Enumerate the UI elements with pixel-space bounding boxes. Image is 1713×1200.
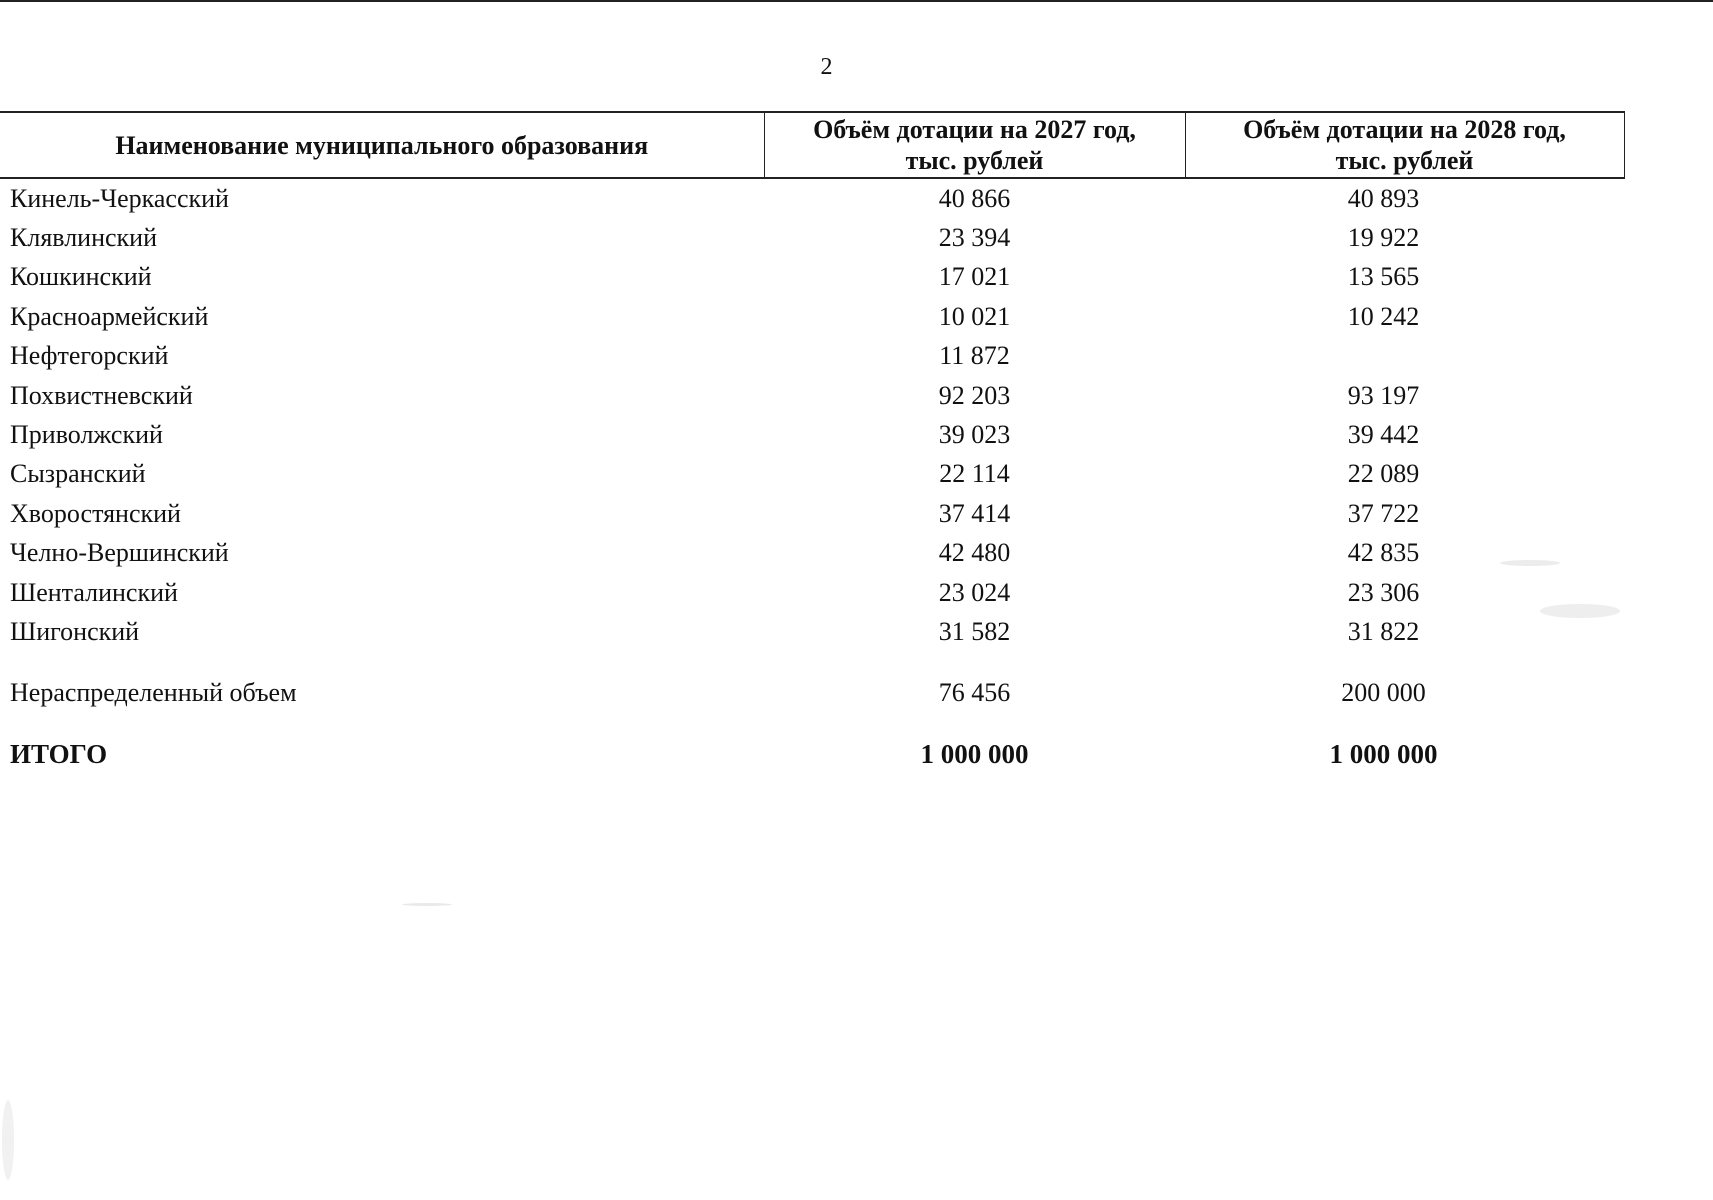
table-row — [0, 258, 1624, 297]
amount-2028: 39 442 — [1347, 420, 1420, 450]
scan-speck — [402, 903, 452, 906]
amount-2027: 10 021 — [938, 301, 1011, 331]
table-row — [0, 297, 1624, 336]
amount-2027: 22 114 — [939, 459, 1010, 489]
amount-2028: 93 197 — [1347, 380, 1420, 410]
table-row — [0, 415, 1624, 454]
amount-2027: 23 394 — [938, 223, 1011, 253]
municipality-name: Шенталинский — [10, 577, 178, 607]
total-2027: 1 000 000 — [920, 739, 1029, 770]
unallocated-2027: 76 456 — [938, 678, 1011, 708]
amount-2028: 19 922 — [1347, 223, 1420, 253]
amount-2028: 31 822 — [1347, 616, 1420, 646]
table-row — [0, 612, 1624, 651]
municipality-name: Кошкинский — [10, 262, 152, 292]
municipality-name: Похвистневский — [10, 380, 193, 410]
amount-2027: 17 021 — [938, 262, 1011, 292]
municipality-name: Приволжский — [10, 420, 163, 450]
amount-2027: 31 582 — [938, 616, 1011, 646]
municipality-name: Красноармейский — [10, 301, 209, 331]
municipality-name: Кинель-Черкасский — [10, 183, 229, 213]
table-row — [0, 455, 1624, 494]
table-row — [0, 376, 1624, 415]
table-row — [0, 218, 1624, 257]
table-body — [0, 178, 1624, 774]
amount-2027: 23 024 — [938, 577, 1011, 607]
amount-2028: 42 835 — [1347, 538, 1420, 568]
table-row — [0, 178, 1624, 218]
scan-speck — [1500, 560, 1560, 566]
municipality-name: Нефтегорский — [10, 341, 169, 371]
amount-2027: 39 023 — [938, 420, 1011, 450]
amount-2028: 10 242 — [1347, 301, 1420, 331]
unallocated-2028: 200 000 — [1341, 678, 1426, 708]
municipality-name: Челно-Вершинский — [10, 538, 229, 568]
amount-2028: 13 565 — [1347, 262, 1420, 292]
amount-2027: 42 480 — [938, 538, 1011, 568]
column-header-2027-line1: Объём дотации на 2027 год, — [813, 115, 1136, 144]
amount-2027: 40 866 — [938, 183, 1011, 213]
table-row — [0, 573, 1624, 612]
municipality-name: Шигонский — [10, 616, 140, 646]
table-row — [0, 534, 1624, 573]
amount-2027: 37 414 — [938, 498, 1011, 528]
table-row — [0, 494, 1624, 533]
amount-2028: 23 306 — [1347, 577, 1420, 607]
municipality-name: Клявлинский — [10, 223, 158, 253]
municipality-name: Хворостянский — [10, 498, 181, 528]
column-header-2028 — [1185, 112, 1624, 178]
table-row — [0, 337, 1624, 376]
spacer-row — [0, 652, 1624, 674]
unallocated-row — [0, 674, 1624, 713]
municipality-name: Сызранский — [10, 459, 146, 489]
unallocated-label: Нераспределенный объем — [10, 678, 297, 708]
top-border-line — [0, 0, 1713, 2]
column-header-2028-line1: Объём дотации на 2028 год, — [1243, 115, 1566, 144]
scan-speck — [1540, 604, 1620, 618]
amount-2028: 22 089 — [1347, 459, 1420, 489]
column-header-name: Наименование муниципального образования — [0, 112, 764, 178]
table-header — [0, 112, 1624, 178]
scan-speck — [2, 1100, 14, 1180]
amount-2027: 92 203 — [938, 380, 1011, 410]
total-row — [0, 735, 1624, 774]
amount-2027: 11 872 — [939, 341, 1010, 371]
amount-2028: 40 893 — [1347, 183, 1420, 213]
column-header-2027-line2: тыс. рублей — [905, 146, 1044, 175]
column-header-2027 — [764, 112, 1185, 178]
amount-2028: 37 722 — [1347, 498, 1420, 528]
subsidy-table-container — [0, 111, 1624, 774]
subsidy-table — [0, 111, 1625, 774]
page-number: 2 — [820, 54, 833, 80]
column-header-2028-line2: тыс. рублей — [1335, 146, 1474, 175]
spacer-row — [0, 713, 1624, 735]
total-2028: 1 000 000 — [1329, 739, 1438, 770]
amount-2028 — [1185, 337, 1624, 376]
total-label: ИТОГО — [10, 739, 108, 770]
